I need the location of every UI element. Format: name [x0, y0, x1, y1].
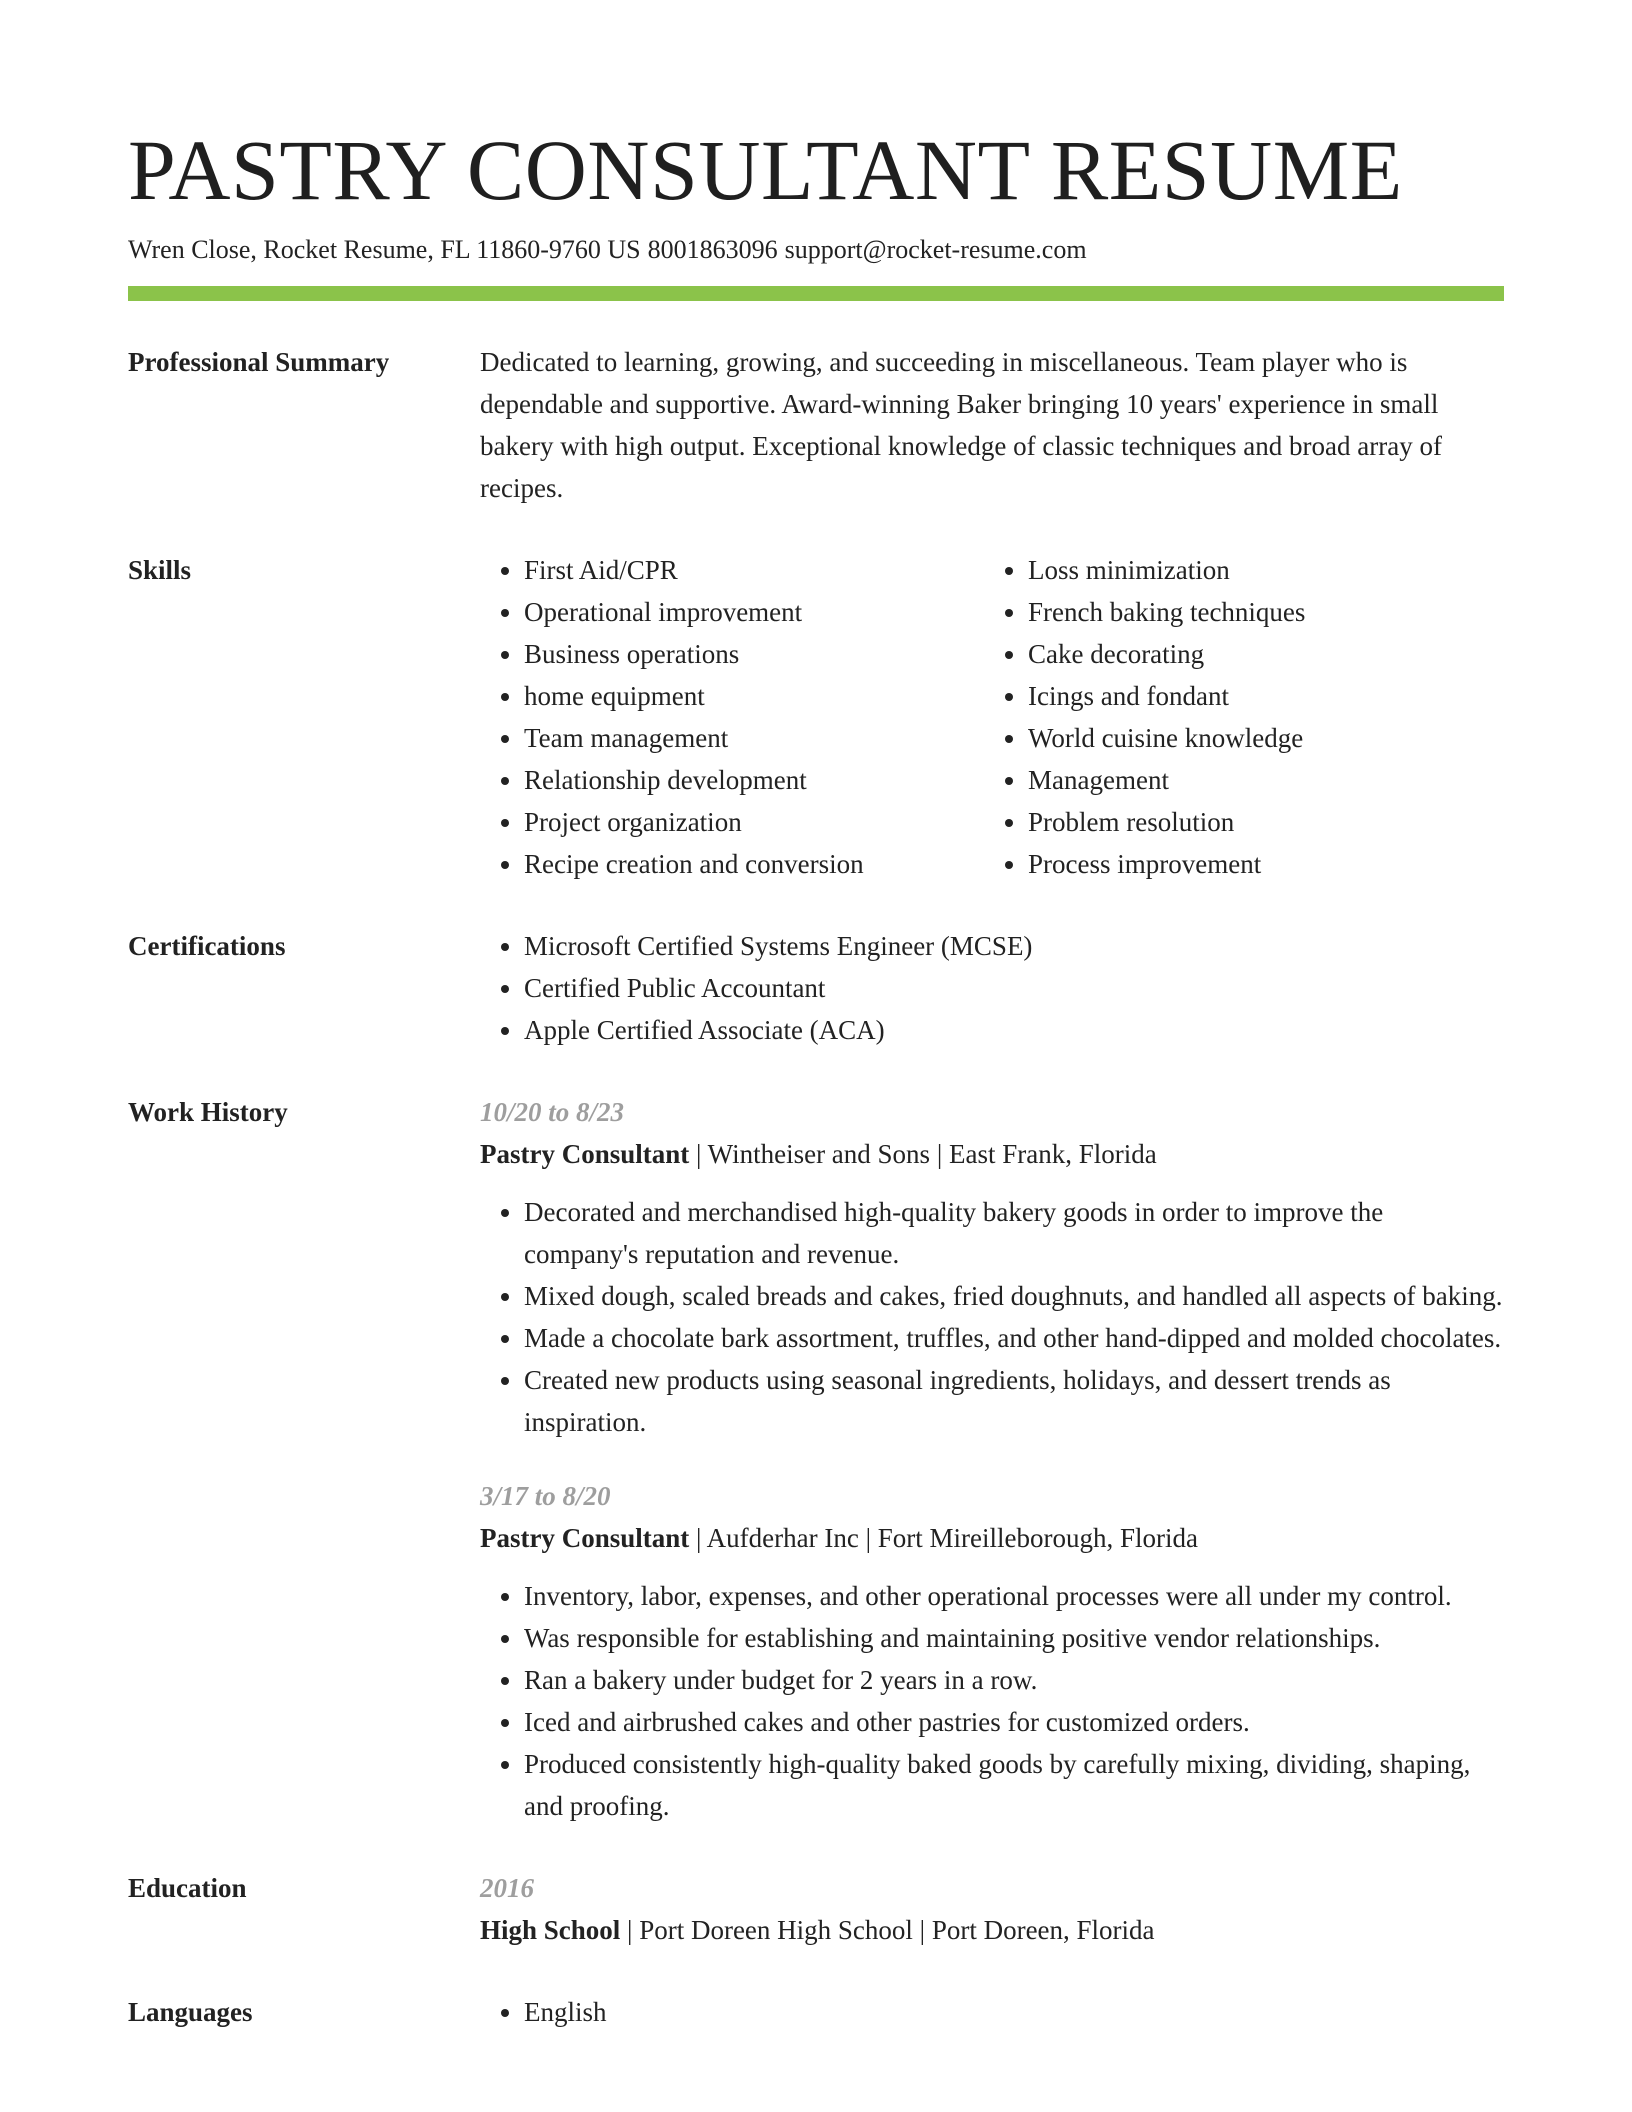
job-entry — [480, 1475, 1504, 1827]
skill-item: • Icings and fondant — [1028, 675, 1504, 717]
skill-item: • Management — [1028, 759, 1504, 801]
contact-phone: 8001863096 — [647, 235, 778, 264]
job-details: | Wintheiser and Sons | East Frank, Florida — [689, 1139, 1157, 1169]
job-title: Pastry Consultant — [480, 1523, 690, 1553]
skill-item: • French baking techniques — [1028, 591, 1504, 633]
skill-item: • Business operations — [524, 633, 984, 675]
languages-section — [128, 1991, 1504, 2033]
skill-item: • World cuisine knowledge — [1028, 717, 1504, 759]
skill-item: • Process improvement — [1028, 843, 1504, 885]
work-history-heading: Work History — [128, 1097, 288, 1127]
education-entry — [480, 1909, 1504, 1951]
language-item: • English — [524, 1991, 1504, 2033]
skill-item: • Relationship development — [524, 759, 984, 801]
resume-page — [128, 118, 1504, 2033]
certification-item: • Microsoft Certified Systems Engineer (MCSE) — [524, 925, 1504, 967]
skill-item: • Recipe creation and conversion — [524, 843, 984, 885]
skill-item: • Team management — [524, 717, 984, 759]
skill-item: • Problem resolution — [1028, 801, 1504, 843]
job-bullets — [480, 1191, 1504, 1443]
skills-heading: Skills — [128, 555, 192, 585]
job-bullet: • Iced and airbrushed cakes and other pastries for customized orders. — [524, 1701, 1504, 1743]
skills-section — [128, 549, 1504, 885]
job-bullet: • Produced consistently high-quality baked goods by carefully mixing, dividing, shaping, and proofing. — [524, 1743, 1504, 1827]
skills-list-right — [984, 549, 1504, 885]
certifications-list — [480, 925, 1504, 1051]
summary-heading: Professional Summary — [128, 347, 390, 377]
languages-heading: Languages — [128, 1997, 253, 2027]
education-year: 2016 — [480, 1873, 534, 1903]
job-bullet: • Mixed dough, scaled breads and cakes, fried doughnuts, and handled all aspects of baking. — [524, 1275, 1504, 1317]
contact-address: Wren Close, Rocket Resume, FL 11860-9760 US — [128, 235, 641, 264]
work-history-section — [128, 1091, 1504, 1827]
job-bullet: • Created new products using seasonal ingredients, holidays, and dessert trends as inspiration. — [524, 1359, 1504, 1443]
skill-item: • home equipment — [524, 675, 984, 717]
job-dates: 10/20 to 8/23 — [480, 1097, 625, 1127]
education-heading: Education — [128, 1873, 247, 1903]
education-details: | Port Doreen High School | Port Doreen, Florida — [620, 1915, 1155, 1945]
summary-text: Dedicated to learning, growing, and succeeding in miscellaneous. Team player who is dependable and supportive. Award-winning Baker bringing 10 years' experience in small bakery with high output. Exceptional knowledge of classic techniques and broad array of recipes. — [480, 347, 1442, 503]
contact-email: support@rocket-resume.com — [784, 235, 1087, 264]
header-divider — [128, 286, 1504, 301]
education-section — [128, 1867, 1504, 1951]
certifications-heading: Certifications — [128, 931, 286, 961]
job-title: Pastry Consultant — [480, 1139, 690, 1169]
skill-item: • Loss minimization — [1028, 549, 1504, 591]
skill-item: • Operational improvement — [524, 591, 984, 633]
job-entry — [480, 1091, 1504, 1443]
certification-item: • Certified Public Accountant — [524, 967, 1504, 1009]
job-bullet: • Ran a bakery under budget for 2 years in a row. — [524, 1659, 1504, 1701]
resume-title: PASTRY CONSULTANT RESUME — [128, 122, 1403, 218]
skill-item: • Cake decorating — [1028, 633, 1504, 675]
skills-list-left — [480, 549, 984, 885]
job-dates: 3/17 to 8/20 — [480, 1481, 611, 1511]
summary-section — [128, 341, 1504, 509]
certification-item: • Apple Certified Associate (ACA) — [524, 1009, 1504, 1051]
job-role — [480, 1517, 1504, 1559]
job-bullet: • Was responsible for establishing and maintaining positive vendor relationships. — [524, 1617, 1504, 1659]
job-role — [480, 1133, 1504, 1175]
job-bullet: • Inventory, labor, expenses, and other operational processes were all under my control. — [524, 1575, 1504, 1617]
languages-list — [480, 1991, 1504, 2033]
skill-item: • First Aid/CPR — [524, 549, 984, 591]
certifications-section — [128, 925, 1504, 1051]
contact-line — [128, 232, 1504, 268]
job-bullet: • Made a chocolate bark assortment, truffles, and other hand-dipped and molded chocolates. — [524, 1317, 1504, 1359]
education-degree: High School — [480, 1915, 621, 1945]
skill-item: • Project organization — [524, 801, 984, 843]
job-bullets — [480, 1575, 1504, 1827]
job-bullet: • Decorated and merchandised high-quality bakery goods in order to improve the company's reputation and revenue. — [524, 1191, 1504, 1275]
job-details: | Aufderhar Inc | Fort Mireilleborough, Florida — [689, 1523, 1198, 1553]
